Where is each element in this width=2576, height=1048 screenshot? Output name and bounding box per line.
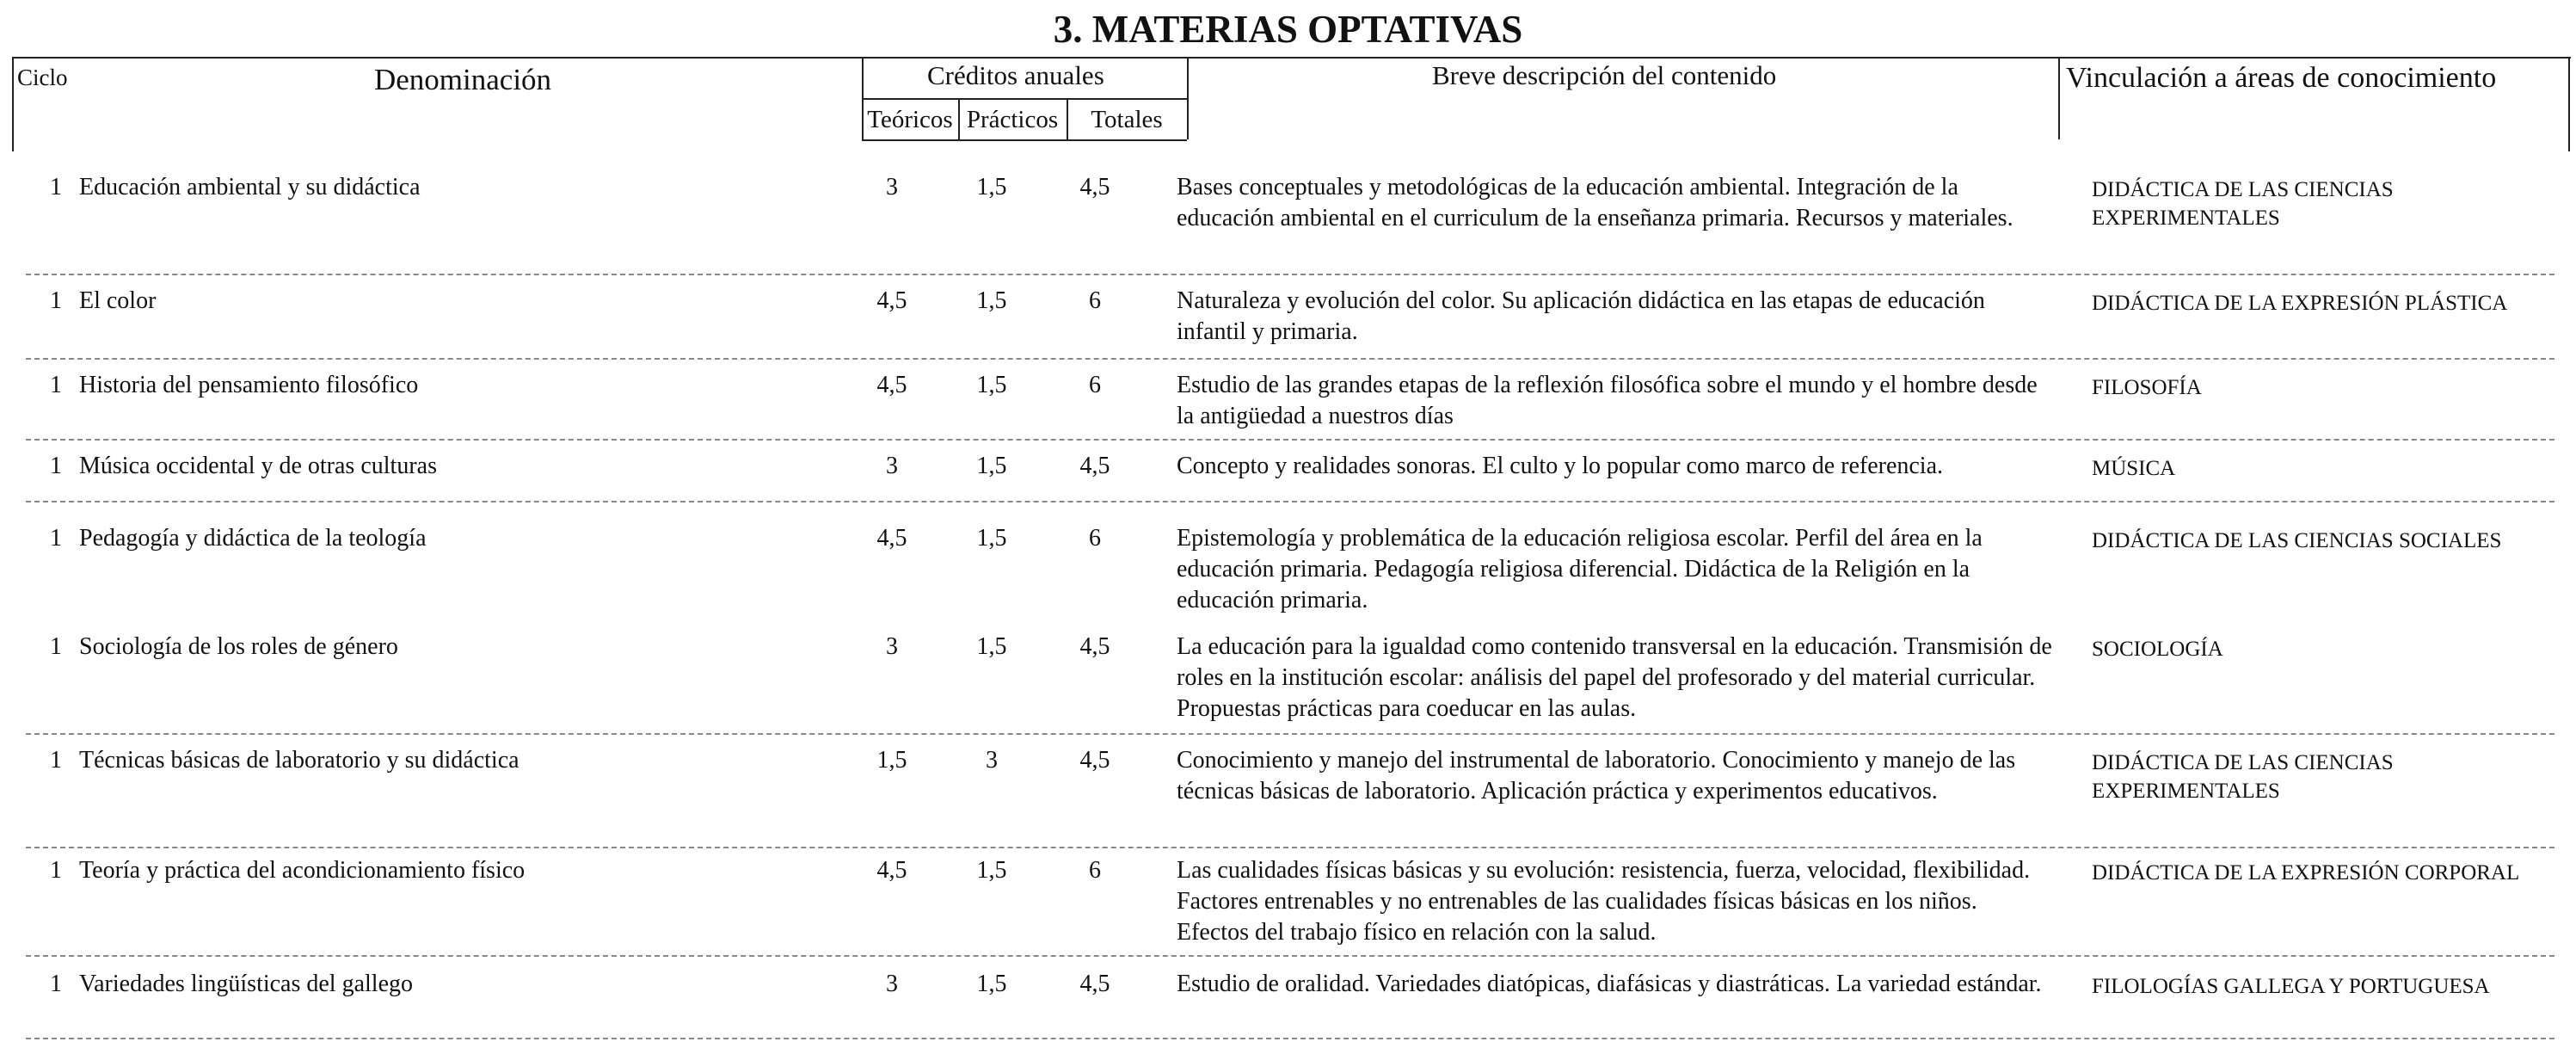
header-top-border xyxy=(12,57,2571,59)
row-practicos: 1,5 xyxy=(976,174,1007,200)
header-divider-creditos-right xyxy=(1187,57,1189,139)
row-practicos: 3 xyxy=(986,747,998,774)
page-title: 3. MATERIAS OPTATIVAS xyxy=(1053,8,1523,51)
row-practicos: 1,5 xyxy=(976,287,1007,314)
row-teoricos: 3 xyxy=(886,174,898,200)
row-totales: 4,5 xyxy=(1079,633,1110,660)
header-divider-descripcion-right xyxy=(2058,57,2060,139)
row-vinculacion: FILOSOFÍA xyxy=(2092,376,2202,399)
row-ciclo: 1 xyxy=(50,971,62,997)
row-separator xyxy=(26,955,2554,957)
row-practicos: 1,5 xyxy=(976,372,1007,398)
row-vinculacion: DIDÁCTICA DE LAS CIENCIAS EXPERIMENTALES xyxy=(2092,178,2394,230)
row-descripcion: Naturaleza y evolución del color. Su aplicación didáctica en las etapas de educación infantil y primaria. xyxy=(1177,287,1985,345)
header-mid-border xyxy=(862,98,1187,100)
row-descripcion: Bases conceptuales y metodológicas de la educación ambiental. Integración de la educación ambiental en el curriculum de la enseñanza primaria. Recursos y materiales. xyxy=(1177,174,2013,231)
row-totales: 4,5 xyxy=(1079,453,1110,479)
row-denominacion: Música occidental y de otras culturas xyxy=(79,453,437,479)
row-separator xyxy=(26,358,2554,360)
row-denominacion: Variedades lingüísticas del gallego xyxy=(79,971,413,997)
row-teoricos: 4,5 xyxy=(876,372,907,398)
row-separator xyxy=(26,847,2554,848)
row-ciclo: 1 xyxy=(50,525,62,552)
row-denominacion: Sociología de los roles de género xyxy=(79,633,398,660)
row-vinculacion: FILOLOGÍAS GALLEGA Y PORTUGUESA xyxy=(2092,975,2490,998)
row-vinculacion: MÚSICA xyxy=(2092,457,2176,480)
row-practicos: 1,5 xyxy=(976,857,1007,884)
row-vinculacion: SOCIOLOGÍA xyxy=(2092,638,2223,661)
row-vinculacion: DIDÁCTICA DE LAS CIENCIAS SOCIALES xyxy=(2092,529,2502,552)
row-teoricos: 3 xyxy=(886,633,898,660)
row-ciclo: 1 xyxy=(50,287,62,314)
row-totales: 4,5 xyxy=(1079,174,1110,200)
row-ciclo: 1 xyxy=(50,174,62,200)
row-practicos: 1,5 xyxy=(976,971,1007,997)
row-denominacion: Educación ambiental y su didáctica xyxy=(79,174,421,200)
row-vinculacion: DIDÁCTICA DE LA EXPRESIÓN PLÁSTICA xyxy=(2092,292,2508,315)
row-denominacion: Historia del pensamiento filosófico xyxy=(79,372,419,398)
row-ciclo: 1 xyxy=(50,633,62,660)
row-descripcion: Las cualidades físicas básicas y su evolución: resistencia, fuerza, velocidad, flexibilidad. Factores entrenables y no entrenables de las cualidades físicas básicas en los niños. Efectos del trabajo físico en relación con la salud. xyxy=(1177,857,2031,946)
header-creditos-anuales: Créditos anuales xyxy=(927,60,1104,90)
header-denominacion: Denominación xyxy=(374,63,552,96)
row-ciclo: 1 xyxy=(50,372,62,398)
row-teoricos: 1,5 xyxy=(876,747,907,774)
row-practicos: 1,5 xyxy=(976,633,1007,660)
row-vinculacion: DIDÁCTICA DE LA EXPRESIÓN CORPORAL xyxy=(2092,861,2520,885)
row-separator xyxy=(26,1038,2554,1039)
header-teoricos: Teóricos xyxy=(867,106,953,133)
row-totales: 4,5 xyxy=(1079,971,1110,997)
row-totales: 4,5 xyxy=(1079,747,1110,774)
header-vinculacion: Vinculación a áreas de conocimiento xyxy=(2066,62,2497,94)
row-totales: 6 xyxy=(1089,857,1101,884)
header-bottom-border xyxy=(862,139,1187,141)
header-descripcion: Breve descripción del contenido xyxy=(1432,60,1777,90)
row-descripcion: Estudio de oralidad. Variedades diatópicas, diafásicas y diastráticas. La variedad estándar. xyxy=(1177,971,2042,997)
row-descripcion: La educación para la igualdad como contenido transversal en la educación. Transmisión de roles en la institución escolar: análisis del papel del profesorado y del material curricular. Propuestas prácticas para coeducar en las aulas. xyxy=(1177,633,2052,722)
row-ciclo: 1 xyxy=(50,857,62,884)
row-denominacion: Teoría y práctica del acondicionamiento físico xyxy=(79,857,526,884)
row-descripcion: Concepto y realidades sonoras. El culto y lo popular como marco de referencia. xyxy=(1177,453,1944,479)
header-right-border xyxy=(2568,57,2570,151)
row-ciclo: 1 xyxy=(50,747,62,774)
row-denominacion: Técnicas básicas de laboratorio y su didáctica xyxy=(79,747,520,774)
row-practicos: 1,5 xyxy=(976,525,1007,552)
row-teoricos: 4,5 xyxy=(876,287,907,314)
header-totales: Totales xyxy=(1091,106,1163,133)
row-separator xyxy=(26,274,2554,275)
row-ciclo: 1 xyxy=(50,453,62,479)
row-teoricos: 3 xyxy=(886,971,898,997)
row-vinculacion: DIDÁCTICA DE LAS CIENCIAS EXPERIMENTALES xyxy=(2092,751,2394,803)
row-totales: 6 xyxy=(1089,372,1101,398)
row-denominacion: El color xyxy=(79,287,157,314)
row-separator xyxy=(26,733,2554,735)
row-descripcion: Epistemología y problemática de la educación religiosa escolar. Perfil del área en la educación primaria. Pedagogía religiosa diferencial. Didáctica de la Religión en la educación primaria. xyxy=(1177,525,1983,613)
row-descripcion: Estudio de las grandes etapas de la reflexión filosófica sobre el mundo y el hombre desde la antigüedad a nuestros días xyxy=(1177,372,2038,429)
row-separator xyxy=(26,501,2554,502)
row-teoricos: 3 xyxy=(886,453,898,479)
row-teoricos: 4,5 xyxy=(876,857,907,884)
row-separator xyxy=(26,439,2554,441)
row-teoricos: 4,5 xyxy=(876,525,907,552)
header-left-border xyxy=(12,57,14,151)
row-practicos: 1,5 xyxy=(976,453,1007,479)
header-ciclo: Ciclo xyxy=(17,65,68,90)
row-denominacion: Pedagogía y didáctica de la teología xyxy=(79,525,427,552)
row-totales: 6 xyxy=(1089,287,1101,314)
row-descripcion: Conocimiento y manejo del instrumental de laboratorio. Conocimiento y manejo de las técnicas básicas de laboratorio. Aplicación práctica y experimentos educativos. xyxy=(1177,747,2016,804)
row-totales: 6 xyxy=(1089,525,1101,552)
header-practicos: Prácticos xyxy=(966,106,1059,133)
